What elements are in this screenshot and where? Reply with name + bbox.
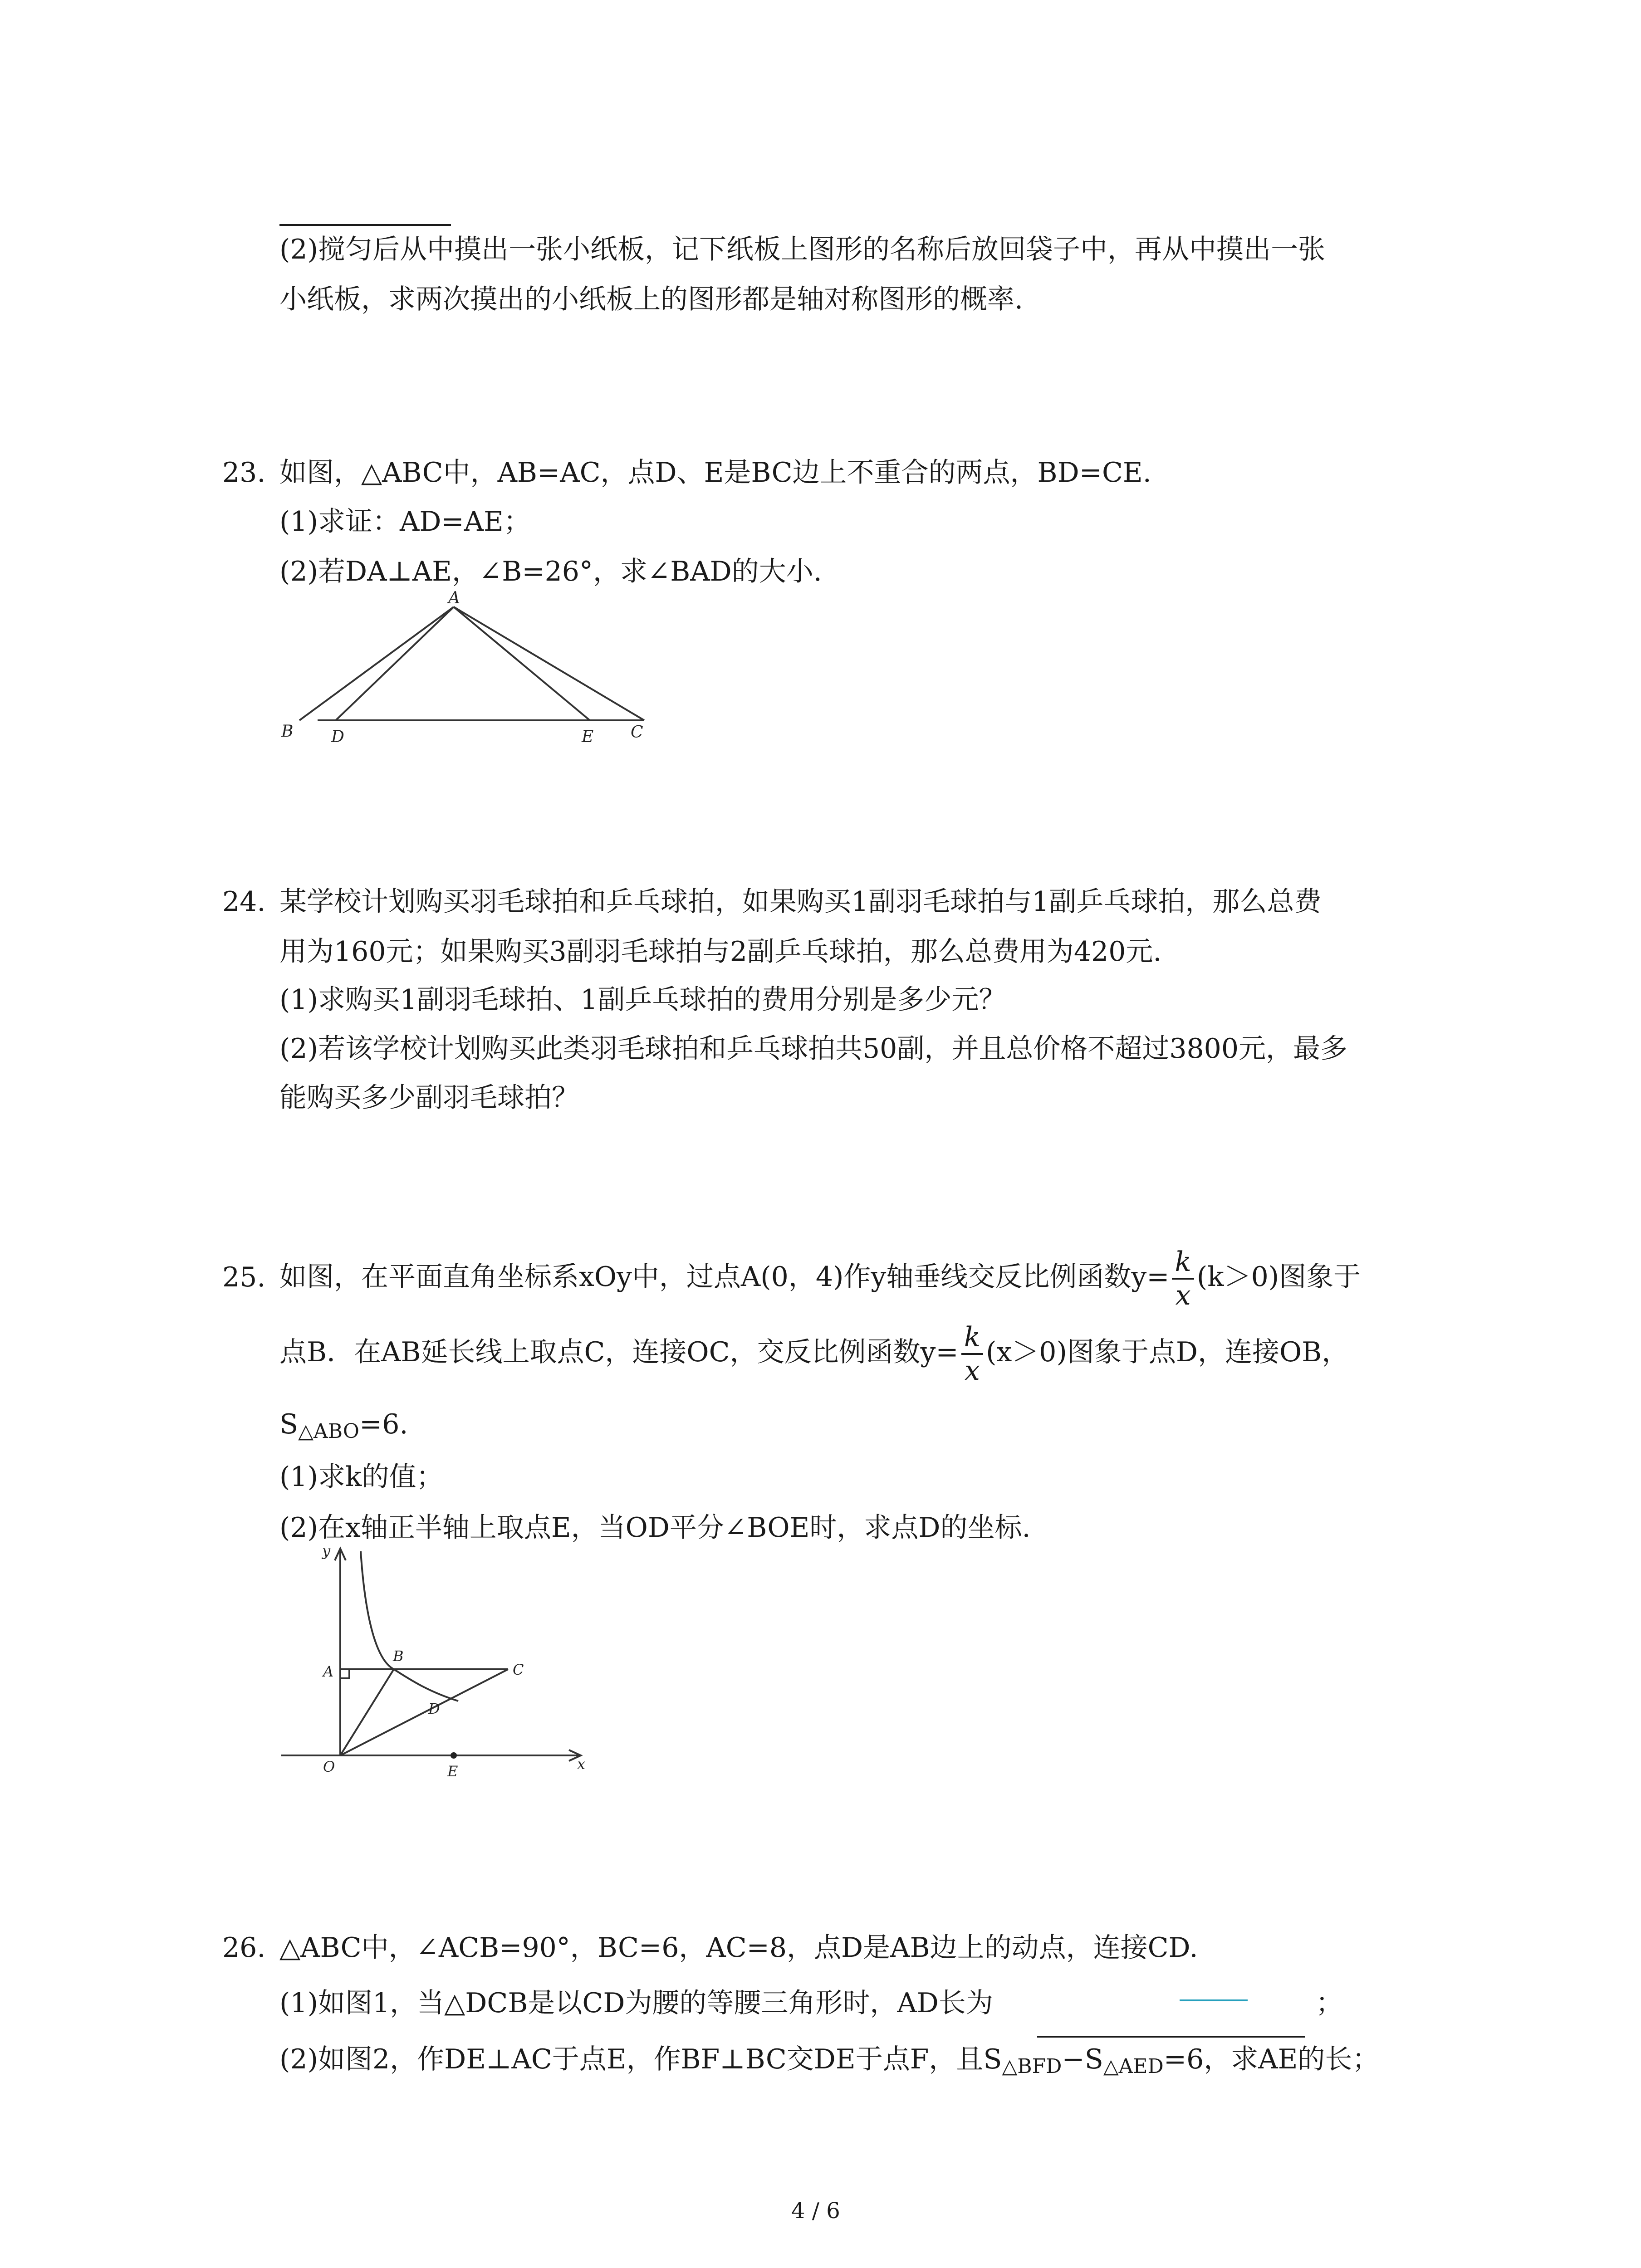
- q25-area-sub: △ABO: [298, 1420, 359, 1443]
- q25-frac2-numerator: k: [961, 1321, 983, 1355]
- q25-fraction-1: [1172, 1246, 1194, 1311]
- q23-label-E: E: [582, 728, 594, 746]
- q25-line3: [279, 1406, 408, 1450]
- page-number: 4 / 6: [791, 2198, 840, 2224]
- q25-label-B: B: [393, 1647, 404, 1665]
- q26-answer-blank: [1180, 1999, 1248, 2001]
- q25-label-E: E: [447, 1763, 458, 1780]
- q25-label-y: y: [322, 1542, 331, 1559]
- q24-part1: (1)求购买1副羽毛球拍、1副乒乓球拍的费用分别是多少元？: [279, 984, 1006, 1016]
- q26-part2-sub1: △BFD: [1002, 2055, 1062, 2078]
- q26-part2-text-b: −S: [1062, 2043, 1103, 2075]
- q25-area-s: S: [279, 1408, 299, 1440]
- q25-label-x: x: [577, 1755, 586, 1773]
- q23-stem: 如图，△ABC中，AB=AC，点D、E是BC边上不重合的两点，BD=CE.: [279, 457, 1151, 489]
- q25-line1: [279, 1243, 1361, 1311]
- q25-line2-text-b: (x＞0)图象于点D，连接OB，: [986, 1336, 1349, 1368]
- q23-label-B: B: [281, 722, 294, 741]
- q25-number: 25.: [222, 1261, 266, 1293]
- q25-line2: [279, 1318, 1349, 1387]
- q23-label-A: A: [448, 590, 460, 607]
- q26-number: 26.: [222, 1932, 266, 1964]
- q22-part2-line2: 小纸板，求两次摸出的小纸板上的图形都是轴对称图形的概率.: [279, 284, 1024, 315]
- q26-part2-text-a: (2)如图2，作DE⊥AC于点E，作BF⊥BC交DE于点F，且S: [279, 2043, 1002, 2075]
- q25-frac1-denominator: x: [1175, 1280, 1191, 1312]
- q24-part2-line1: (2)若该学校计划购买此类羽毛球拍和乒乓球拍共50副，并且总价格不超过3800元，最多: [279, 1033, 1348, 1065]
- q24-line1: 某学校计划购买羽毛球拍和乒乓球拍，如果购买1副羽毛球拍与1副乒乓球拍，那么总费: [279, 886, 1322, 918]
- q25-part2: (2)在x轴正半轴上取点E，当OD平分∠BOE时，求点D的坐标.: [279, 1512, 1031, 1544]
- q24-line2: 用为160元；如果购买3副羽毛球拍与2副乒乓球拍，那么总费用为420元.: [279, 936, 1162, 968]
- q25-fraction-2: [961, 1321, 983, 1387]
- answer-blank-line: [279, 224, 451, 226]
- q26-part2-text-c: =6，求AE的长；: [1163, 2043, 1380, 2075]
- q24-part2-line2: 能购买多少副羽毛球拍？: [279, 1082, 579, 1114]
- q23-label-C: C: [631, 723, 643, 742]
- q25-frac1-numerator: k: [1172, 1246, 1194, 1280]
- q26-part1-end: ；: [1316, 1987, 1343, 2019]
- q25-label-A: A: [323, 1663, 334, 1680]
- q25-label-O: O: [323, 1758, 335, 1775]
- q25-line1-text-a: 如图，在平面直角坐标系xOy中，过点A(0，4)作y轴垂线交反比例函数y=: [279, 1261, 1170, 1293]
- q23-number: 23.: [222, 457, 266, 489]
- q25-area-value: =6.: [359, 1408, 408, 1440]
- q25-line1-text-b: (k＞0)图象于: [1196, 1261, 1361, 1293]
- q23-part2: (2)若DA⊥AE，∠B=26°，求∠BAD的大小.: [279, 556, 822, 587]
- q26-part2: [279, 2041, 1379, 2085]
- q23-part1: (1)求证：AD=AE；: [279, 506, 531, 538]
- q25-label-D: D: [428, 1700, 440, 1717]
- q25-line2-text-a: 点B．在AB延长线上取点C，连接OC，交反比例函数y=: [279, 1336, 959, 1368]
- q25-label-C: C: [513, 1661, 524, 1678]
- q23-triangle-figure: [272, 590, 662, 753]
- q25-frac2-denominator: x: [964, 1355, 980, 1387]
- q22-part2-line1: (2)搅匀后从中摸出一张小纸板，记下纸板上图形的名称后放回袋子中，再从中摸出一张: [279, 234, 1325, 265]
- q23-label-D: D: [331, 728, 344, 746]
- q25-part1: (1)求k的值；: [279, 1461, 444, 1493]
- q26-stem: △ABC中，∠ACB=90°，BC=6，AC=8，点D是AB边上的动点，连接CD.: [279, 1932, 1198, 1964]
- q26-part1-text: (1)如图1，当△DCB是以CD为腰的等腰三角形时，AD长为: [279, 1987, 993, 2019]
- q26-part2-sub2: △AED: [1103, 2055, 1164, 2078]
- q24-number: 24.: [222, 886, 266, 918]
- q25-coordinate-figure: [272, 1542, 599, 1796]
- q26-blank-line: [1037, 2036, 1305, 2038]
